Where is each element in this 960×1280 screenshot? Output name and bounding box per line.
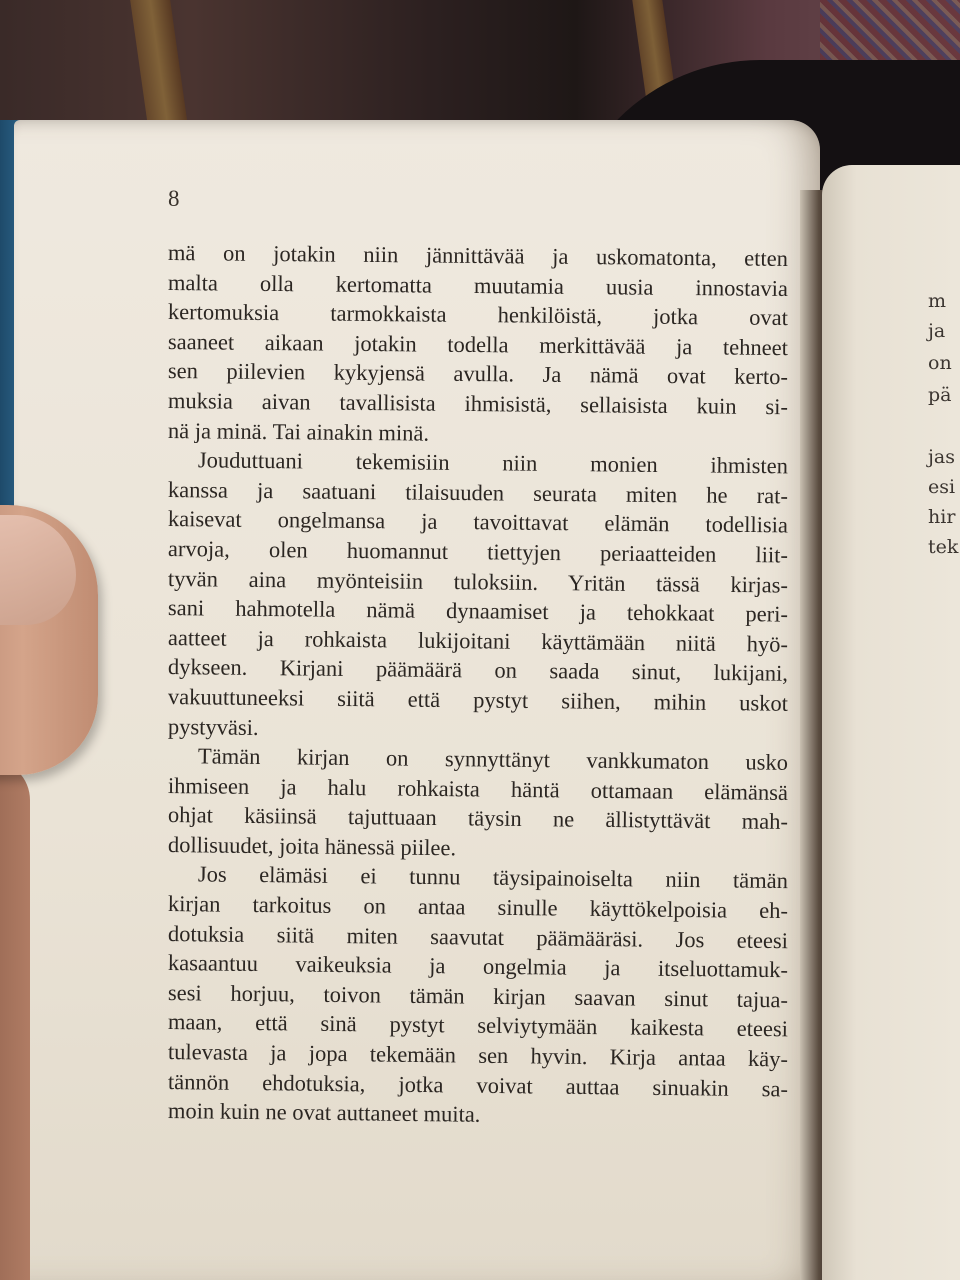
text-line: malta olla kertomatta muutamia uusia innostavia [167, 269, 789, 301]
text-line: ohjat käsiinsä tajuttuaan täysin ne ällistyttävät mah- [167, 802, 789, 835]
right-page-fragment: m [928, 290, 947, 312]
page-text [168, 238, 788, 1126]
right-page-fragment: ja [928, 320, 946, 342]
right-page-fragment: jas [928, 446, 955, 468]
hand [0, 760, 30, 1280]
right-page-fragment: hir [928, 506, 956, 528]
text-line: dotuksia siitä miten saavutat päämääräsi. Jos eteesi [167, 920, 789, 953]
text-line: Jouduttuani tekemisiin niin monien ihmisten [197, 447, 789, 479]
right-page-fragment: esi [928, 476, 956, 498]
text-line: Jos elämäsi ei tunnu täysipainoiselta niin tämän [197, 861, 789, 894]
text-line: kirjan tarkoitus on antaa sinulle käyttökelpoisia eh- [167, 891, 789, 924]
text-line: tyvän aina myönteisiin tuloksiin. Yritän tässä kirjas- [167, 565, 789, 598]
right-page-fragment: tek [928, 536, 959, 558]
text-line: arvoja, olen huomannut tiettyjen periaatteiden liit- [167, 535, 789, 568]
text-line: kaisevat ongelmansa ja tavoittavat elämän todellisia [167, 506, 789, 538]
right-page-fragment: on [928, 352, 952, 374]
text-line: aatteet ja rohkaista lukijoitani käyttämään niitä hyö- [167, 624, 789, 657]
text-line: sen piilevien kykyjensä avulla. Ja nämä ovat kerto- [167, 358, 789, 390]
text-line: sani hahmotella nämä dynaamiset ja tehokkaat peri- [167, 595, 789, 627]
text-line: sesi horjuu, toivon tämän kirjan saavan sinut tajua- [167, 979, 789, 1013]
text-line: tulevasta ja jopa tekemään sen hyvin. Kirja antaa käy- [167, 1039, 789, 1072]
page-number: 8 [168, 186, 180, 211]
text-line: dykseen. Kirjani päämäärä on saada sinut, lukijani, [167, 654, 789, 687]
text-line: vakuuttuneeksi siitä että pystyt siihen, mihin uskot [167, 683, 789, 716]
text-line: dollisuudet, joita hänessä piilee. [167, 831, 457, 861]
text-line: tännön ehdotuksia, jotka voivat auttaa sinuakin sa- [167, 1068, 789, 1102]
text-line: mä on jotakin niin jännittävää ja uskomatonta, etten [167, 240, 789, 271]
text-line: pystyväsi. [167, 713, 259, 740]
right-page-fragment: pä [928, 384, 952, 406]
text-line: moin kuin ne ovat auttaneet muita. [167, 1098, 481, 1128]
text-line: kertomuksia tarmokkaista henkilöistä, jotka ovat [167, 299, 789, 331]
text-line: nä ja minä. Tai ainakin minä. [167, 417, 430, 446]
text-line: kasaantuu vaikeuksia ja ongelmia ja itseluottamuk- [167, 950, 789, 983]
text-line: maan, että sinä pystyt selviytymään kaikesta eteesi [167, 1009, 789, 1042]
text-line: saaneet aikaan jotakin todella merkittävää ja tehneet [167, 328, 789, 360]
text-line: Tämän kirjan on synnyttänyt vankkumaton usko [197, 743, 789, 775]
text-line: muksia aivan tavallisista ihmisistä, sellaisista kuin si- [167, 387, 789, 420]
text-line: kanssa ja saatuani tilaisuuden seurata miten he rat- [167, 476, 789, 509]
text-line: ihmiseen ja halu rohkaista häntä ottamaan elämänsä [167, 772, 789, 805]
